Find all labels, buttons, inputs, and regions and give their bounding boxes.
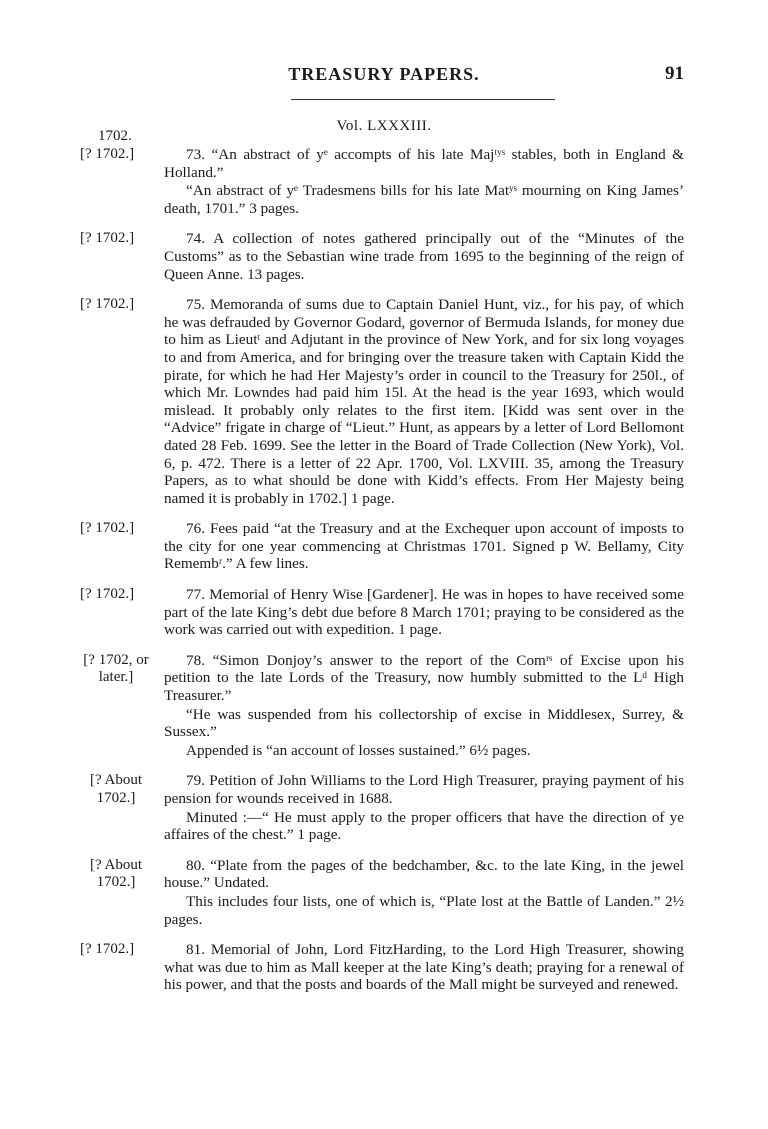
entry-paragraph: “He was suspended from his collectorship of excise in Middlesex, Surrey, & Sussex.” [164, 705, 684, 741]
year-heading: 1702. [98, 128, 132, 144]
entry-date: [? 1702.] [80, 230, 135, 247]
entry-body [164, 857, 684, 928]
entry-74 [0, 230, 768, 283]
entry-paragraph: 78. “Simon Donjoy’s answer to the report of the Comʳˢ of Excise upon his petition to the late Lords of the Treasury, now humbly submitted to the Lᵈ High Treasurer.” [164, 651, 684, 705]
entry-75 [0, 296, 768, 507]
running-header-title: TREASURY PAPERS. [288, 64, 480, 84]
entry-list [0, 146, 768, 1004]
entry-paragraph: 79. Petition of John Williams to the Lord High Treasurer, praying payment of his pension for wounds received in 1688. [164, 772, 684, 807]
entry-body [164, 941, 684, 994]
entry-date: [? 1702.] [80, 941, 135, 958]
entry-date: [? 1702.] [80, 586, 135, 603]
entry-body [164, 586, 684, 639]
entry-78 [0, 652, 768, 760]
entry-paragraph: This includes four lists, one of which is, “Plate lost at the Battle of Landen.” 2½ pages. [164, 892, 684, 928]
entry-79 [0, 772, 768, 843]
entry-73 [0, 146, 768, 217]
page-number: 91 [665, 63, 684, 84]
entry-paragraph: Appended is “an account of losses sustained.” 6½ pages. [186, 741, 531, 759]
entry-date: [? 1702.] [80, 296, 135, 313]
entry-body [164, 520, 684, 573]
volume-heading: Vol. LXXXIII. [336, 118, 432, 134]
entry-date: [? 1702, or later.] [83, 651, 149, 686]
entry-date: [? 1702.] [80, 520, 135, 537]
entry-date: [? 1702.] [80, 146, 135, 162]
entry-77 [0, 586, 768, 639]
entry-date: [? About 1702.] [89, 856, 143, 891]
entry-paragraph: 75. Memoranda of sums due to Captain Daniel Hunt, viz., for his pay, of which he was defrauded by Governor Godard, governor of Bermuda Islands, for money due to him as Lieutᵗ and Adjutant in the province of New York, and for six long voyages to and from America, and for bringing over the treasure taken with Captain Kidd the pirate, for which he had Her Majesty’s order in council to the Treasury for 250l., of which Mr. Lowndes had paid him 15l. At the head is the year 1693, which would mislead. It probably only relates to the first item. [Kidd was sent over in the “Advice” frigate in charge of “Lieut.” Hunt, as appears by a letter of Lord Bellomont dated 28 Feb. 1699. See the letter in the Board of Trade Collection (New York), Vol. 6, p. 472. There is a letter of 22 Apr. 1700, Vol. LXVIII. 35, among the Treasury Papers, as to what should be done with Kidd’s effects. From Her Majesty being named it is probably in 1702.] 1 page. [164, 296, 684, 507]
entry-paragraph: “An abstract of yᵉ Tradesmens bills for his late Matʸˢ mourning on King James’ death, 1701.” 3 pages. [164, 182, 684, 217]
entry-80 [0, 857, 768, 928]
entry-paragraph: Minuted :—“ He must apply to the proper officers that have the direction of ye affaires of the chest.” 1 page. [164, 808, 684, 844]
entry-body [164, 146, 684, 217]
entry-body [164, 772, 684, 843]
entry-body [164, 296, 684, 507]
entry-81 [0, 941, 768, 994]
entry-76 [0, 520, 768, 573]
entry-paragraph: 76. Fees paid “at the Treasury and at the Exchequer upon account of imposts to the city for one year commencing at Christmas 1701. Signed p W. Bellamy, City Remembʳ.” A few lines. [164, 520, 684, 573]
entry-body [164, 230, 684, 283]
entry-paragraph: 81. Memorial of John, Lord FitzHarding, to the Lord High Treasurer, showing what was due to him as Mall keeper at the late King’s death; praying for a renewal of his power, and that the posts and boards of the Mall might be surveyed and renewed. [164, 941, 684, 994]
entry-body [164, 652, 684, 760]
entry-paragraph: 80. “Plate from the pages of the bedchamber, &c. to the late King, in the jewel house.” Undated. [164, 856, 684, 892]
header-rule [291, 99, 555, 100]
entry-date: [? About 1702.] [89, 772, 143, 806]
entry-paragraph: 77. Memorial of Henry Wise [Gardener]. He was in hopes to have received some part of the late King’s debt due before 8 March 1701; praying to be considered as the work was carried out with expedition. 1 page. [164, 586, 684, 639]
entry-paragraph: 74. A collection of notes gathered principally out of the “Minutes of the Customs” as to the Sebastian wine trade from 1695 to the beginning of the reign of Queen Anne. 13 pages. [164, 230, 684, 283]
entry-paragraph: 73. “An abstract of yᵉ accompts of his late Majᵗʸˢ stables, both in England & Holland.” [164, 146, 684, 181]
